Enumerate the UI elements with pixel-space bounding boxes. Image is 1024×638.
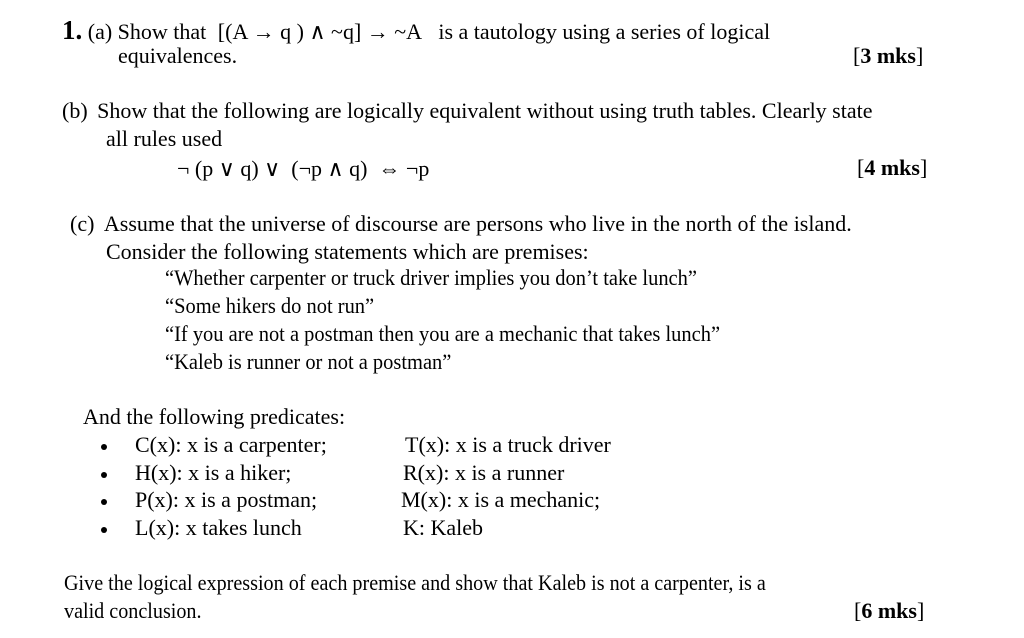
part-b-formula: ¬ (p ∨ q) ∨ (¬p ∧ q) ⇔ ¬p [177, 156, 430, 181]
predicate-left: C(x): x is a carpenter; [135, 432, 327, 457]
question-number: 1. [62, 15, 83, 45]
marks-bracket-close: ] [916, 598, 925, 623]
bullet-icon [101, 499, 107, 505]
task-line1: Give the logical expression of each premise and show that Kaleb is not a carpenter, is a [64, 570, 766, 595]
premise-1: “Whether carpenter or truck driver implies you don’t take lunch” [165, 265, 697, 290]
part-c-line2: Consider the following statements which are premises: [106, 239, 589, 264]
marks-bracket-open: [ [857, 155, 865, 180]
part-b-line2: all rules used [106, 126, 223, 151]
part-c-label: (c) [70, 211, 95, 236]
part-a-text-after: is a tautology using a series of logical [438, 19, 771, 44]
part-a-marks [853, 43, 923, 69]
part-a-label: (a) [87, 19, 113, 44]
part-a-line2: equivalences. [118, 43, 238, 68]
premise-2: “Some hikers do not run” [165, 293, 375, 318]
part-c-text: Assume that the universe of discourse are persons who live in the north of the island. [103, 211, 852, 236]
predicate-left: H(x): x is a hiker; [135, 460, 292, 485]
predicate-right: M(x): x is a mechanic; [401, 487, 601, 512]
predicate-right: R(x): x is a runner [403, 460, 565, 485]
predicate-left: P(x): x is a postman; [135, 487, 318, 512]
predicate-right: K: Kaleb [403, 515, 484, 540]
predicate-right: T(x): x is a truck driver [405, 432, 611, 457]
bullet-icon [101, 444, 107, 450]
premise-4: “Kaleb is runner or not a postman” [165, 349, 452, 374]
part-a-formula: [(A → q ) ∧ ~q] → ~A [217, 19, 421, 44]
part-c-line1 [70, 211, 852, 237]
marks-bracket-open: [ [854, 598, 862, 623]
marks-bracket-close: ] [915, 43, 924, 68]
part-a-text-before: Show that [117, 19, 207, 44]
marks-value: 6 mks [861, 598, 917, 623]
marks-value: 4 mks [864, 155, 920, 180]
bullet-icon [101, 527, 107, 533]
predicates-heading: And the following predicates: [83, 404, 346, 429]
marks-bracket-open: [ [853, 43, 861, 68]
part-b-marks [857, 155, 927, 181]
part-a-line1 [62, 14, 770, 46]
part-c-marks [854, 598, 924, 624]
marks-bracket-close: ] [919, 155, 928, 180]
task-line2: valid conclusion. [64, 598, 202, 623]
marks-value: 3 mks [860, 43, 916, 68]
premise-3: “If you are not a postman then you are a mechanic that takes lunch” [165, 321, 721, 346]
part-b-label: (b) [62, 98, 88, 123]
predicate-left: L(x): x takes lunch [135, 515, 302, 540]
part-b-line1 [62, 98, 873, 124]
part-b-text: Show that the following are logically equivalent without using truth tables. Clearly state [97, 98, 873, 123]
bullet-icon [101, 472, 107, 478]
